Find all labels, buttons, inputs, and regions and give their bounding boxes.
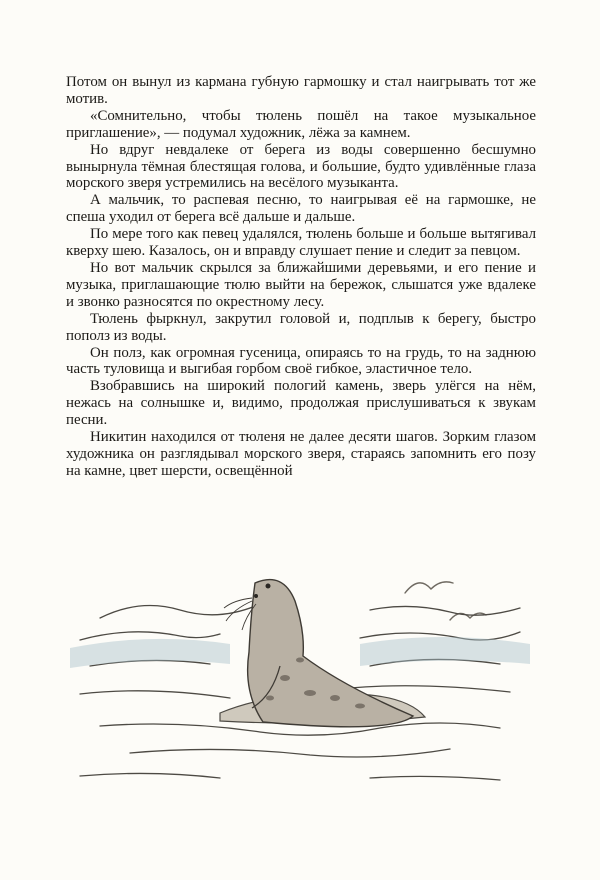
paragraph: Взобравшись на широкий пологий камень, зверь улёгся на нём, нежась на солнышке и, видимо, продолжая прислушиваться к звукам песни. [66,378,536,429]
paragraph: Тюлень фыркнул, закрутил головой и, подплыв к берегу, быстро пополз из воды. [66,310,536,344]
seagull-icon [405,582,486,620]
paragraph: «Сомнительно, чтобы тюлень пошёл на такое музыкальное приглашение», — подумал художник, лёжа за камнем. [66,107,536,141]
paragraph: Потом он вынул из кармана губную гармошку и стал наигрывать тот же мотив. [66,74,536,107]
paragraph: По мере того как певец удалялся, тюлень больше и больше вытягивал кверху шею. Казалось, он и вправду слушает пение и следит за певцом. [66,226,536,260]
story-text [66,74,536,480]
paragraph: Он полз, как огромная гусеница, опираясь то на грудь, то на заднюю часть туловища и выгибая горбом своё гибкое, эластичное тело. [66,344,536,378]
paragraph: Но вдруг невдалеке от берега из воды совершенно бесшумно вынырнула тёмная блестящая голова, и большие, будто удивлённые глаза морского зверя устремились на весёлого музыканта. [66,141,536,192]
seal-illustration [70,548,540,788]
paragraph: Но вот мальчик скрылся за ближайшими деревьями, и его пение и музыка, приглашающие тюлю выйти на бережок, слышатся уже вдалеке и звонко разносятся по окрестному лесу. [66,259,536,310]
paragraph: Никитин находился от тюленя не далее десяти шагов. Зорким глазом художника он разглядывал морского зверя, стараясь запомнить его позу на камне, цвет шерсти, освещённой [66,429,536,479]
paragraph: А мальчик, то распевая песню, то наигрывая её на гармошке, не спеша уходил от берега всё дальше и дальше. [66,192,536,226]
